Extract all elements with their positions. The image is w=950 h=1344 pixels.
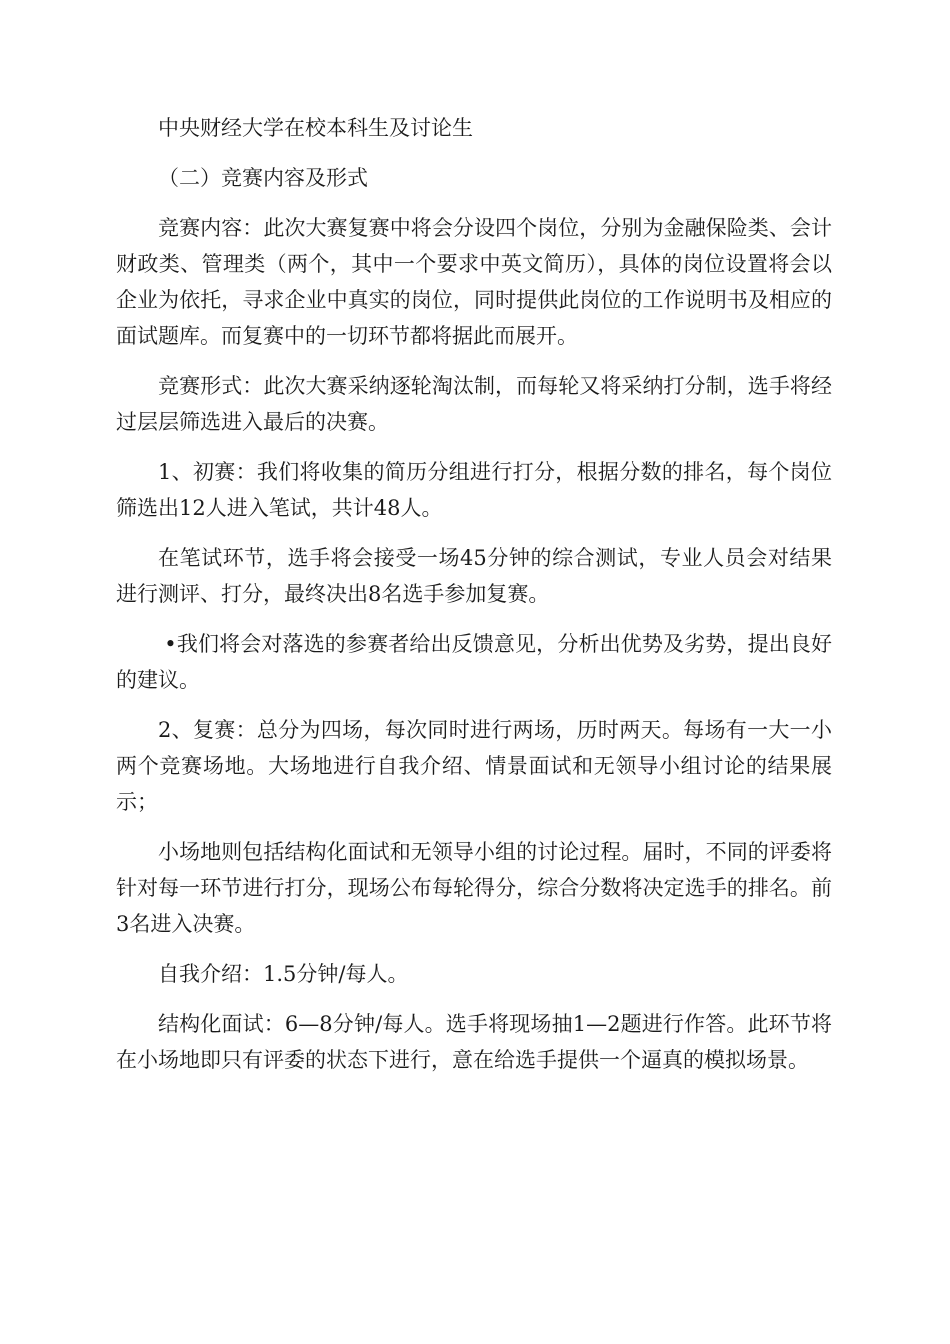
- paragraph-structured-interview: 结构化面试：6—8分钟/每人。选手将现场抽1—2题进行作答。此环节将在小场地即只有评委的状态下进行，意在给选手提供一个逼真的模拟场景。: [116, 1012, 832, 1072]
- paragraph-self-introduction: 自我介绍：1.5分钟/每人。: [158, 962, 409, 986]
- paragraph-written-test: 在笔试环节，选手将会接受一场45分钟的综合测试，专业人员会对结果进行测评、打分，最终决出8名选手参加复赛。: [116, 546, 832, 606]
- paragraph-competition-format: 竞赛形式：此次大赛采纳逐轮淘汰制，而每轮又将采纳打分制，选手将经过层层筛选进入最后的决赛。: [116, 374, 832, 434]
- paragraph-competition-content: 竞赛内容：此次大赛复赛中将会分设四个岗位，分别为金融保险类、会计财政类、管理类（两个，其中一个要求中英文简历），具体的岗位设置将会以企业为依托，寻求企业中真实的岗位，同时提供此岗位的工作说明书及相应的面试题库。而复赛中的一切环节都将据此而展开。: [116, 216, 832, 348]
- document-body: [116, 110, 832, 1078]
- paragraph-eligibility: 中央财经大学在校本科生及讨论生: [158, 116, 473, 140]
- section-heading-content-format: （二）竞赛内容及形式: [158, 166, 368, 190]
- paragraph-semifinal: 2、复赛：总分为四场，每次同时进行两场，历时两天。每场有一大一小两个竞赛场地。大场地进行自我介绍、情景面试和无领导小组讨论的结果展示；: [116, 718, 832, 814]
- paragraph-feedback-bullet: •我们将会对落选的参赛者给出反馈意见，分析出优势及劣势，提出良好的建议。: [116, 632, 832, 692]
- paragraph-small-venue: 小场地则包括结构化面试和无领导小组的讨论过程。届时，不同的评委将针对每一环节进行打分，现场公布每轮得分，综合分数将决定选手的排名。前3名进入决赛。: [116, 840, 832, 936]
- paragraph-preliminary-round: 1、初赛：我们将收集的简历分组进行打分，根据分数的排名，每个岗位筛选出12人进入笔试，共计48人。: [116, 460, 832, 520]
